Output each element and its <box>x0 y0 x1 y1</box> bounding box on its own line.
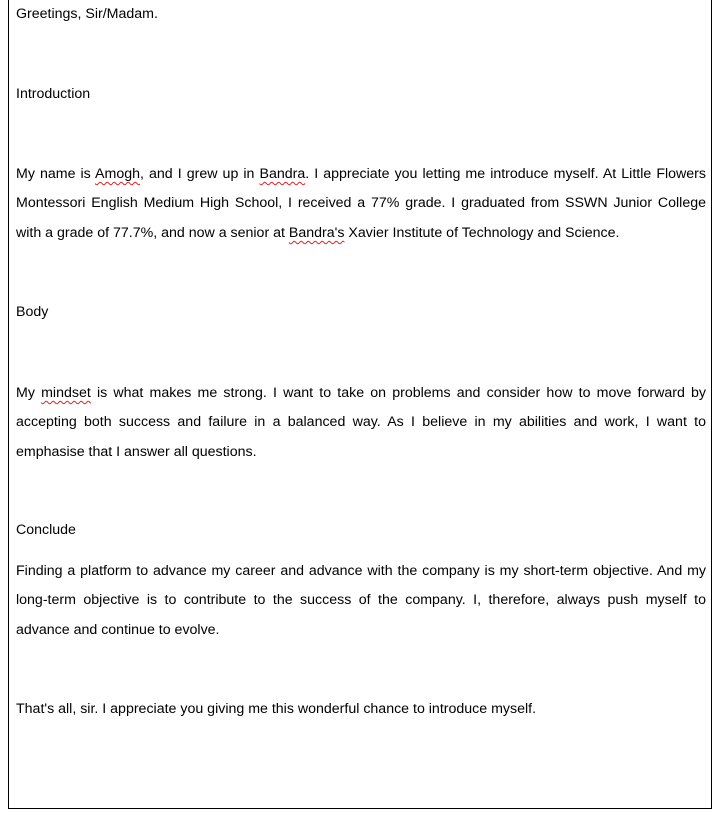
intro-text-2: , and I grew up in <box>140 166 260 182</box>
greeting-line: Greetings, Sir/Madam. <box>16 6 158 22</box>
misspelled-word-place-possessive[interactable]: Bandra's <box>288 224 345 241</box>
conclude-heading: Conclude <box>16 522 76 538</box>
body-heading: Body <box>16 304 49 320</box>
misspelled-word-place[interactable]: Bandra <box>259 166 306 182</box>
body-text-2: is what makes me strong. I want to take on problems and consider how to move forward by accepting both success and failure in a balanced way. As I believe in my abilities and work, I want to emphasise that I answer all questions. <box>16 385 706 460</box>
introduction-paragraph <box>16 160 706 248</box>
body-text-1: My <box>16 385 42 401</box>
conclude-paragraph: Finding a platform to advance my career and advance with the company is my short-term objective. And my long-term objective is to contribute to the success of the company. I, therefore, always push myself to advance and continue to evolve. <box>16 563 706 638</box>
misspelled-word-name[interactable]: Amogh <box>95 166 140 182</box>
body-paragraph <box>16 379 706 467</box>
introduction-heading: Introduction <box>16 86 91 102</box>
misspelled-word-mindset[interactable]: mindset <box>41 385 91 401</box>
intro-text-1: My name is <box>16 166 96 182</box>
intro-text-3: . I appreciate you letting me introduce myself. At Little Flowers Montessori English Medium High School, I received a 77% grade. I graduated from SSWN Junior College with a grade of 77.7%, and now a senior at <box>16 166 706 241</box>
closing-line: That's all, sir. I appreciate you giving me this wonderful chance to introduce myself. <box>16 701 537 717</box>
intro-text-4: Xavier Institute of Technology and Science. <box>344 224 620 241</box>
